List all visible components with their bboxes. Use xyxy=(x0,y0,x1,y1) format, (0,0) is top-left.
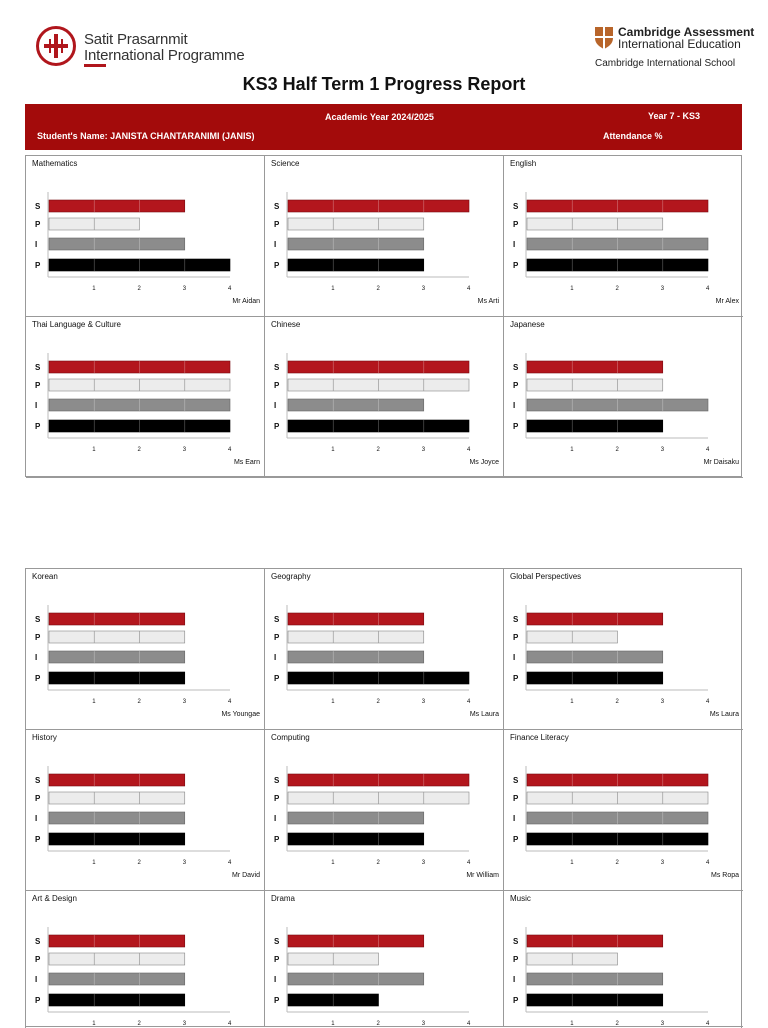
bar-s xyxy=(527,613,663,625)
x-tick-label: 4 xyxy=(467,447,471,453)
x-tick-label: 3 xyxy=(182,1021,187,1027)
category-label: I xyxy=(513,975,516,984)
category-label: P xyxy=(274,633,280,642)
subject-card xyxy=(504,317,743,478)
progress-chart xyxy=(504,891,742,1027)
category-label: I xyxy=(35,240,38,249)
category-label: P xyxy=(274,835,280,844)
bar-p xyxy=(49,672,185,684)
category-label: S xyxy=(35,615,41,624)
subject-title: Art & Design xyxy=(32,894,77,903)
category-label: P xyxy=(35,220,41,229)
subject-title: Chinese xyxy=(271,320,301,329)
x-tick-label: 3 xyxy=(660,286,665,292)
teacher-name: Mr Alex xyxy=(715,298,739,305)
x-tick-label: 3 xyxy=(421,699,426,705)
x-tick-label: 2 xyxy=(615,1021,619,1027)
progress-chart xyxy=(504,569,742,729)
x-tick-label: 1 xyxy=(570,699,574,705)
category-label: P xyxy=(513,261,519,270)
x-tick-label: 2 xyxy=(137,286,141,292)
category-label: I xyxy=(274,401,277,410)
category-label: I xyxy=(274,240,277,249)
bar-i xyxy=(288,651,424,663)
attendance-label: Attendance % xyxy=(603,131,663,141)
subject-title: Computing xyxy=(271,733,310,742)
bar-s xyxy=(288,613,424,625)
x-tick-label: 1 xyxy=(331,699,335,705)
category-label: P xyxy=(513,422,519,431)
category-label: P xyxy=(274,996,280,1005)
x-tick-label: 4 xyxy=(706,447,710,453)
x-tick-label: 1 xyxy=(92,860,96,866)
subject-card xyxy=(265,156,504,317)
bar-p xyxy=(49,953,185,965)
bar-i xyxy=(49,238,185,250)
student-name: Student's Name: JANISTA CHANTARANIMI (JANIS) xyxy=(37,131,255,141)
progress-chart xyxy=(26,730,264,890)
x-tick-label: 3 xyxy=(660,699,665,705)
subject-grid-bottom xyxy=(25,568,742,1028)
progress-chart xyxy=(265,730,503,890)
progress-chart xyxy=(504,317,742,477)
x-tick-label: 2 xyxy=(376,699,380,705)
x-tick-label: 2 xyxy=(615,447,619,453)
progress-chart xyxy=(265,156,503,316)
x-tick-label: 2 xyxy=(615,699,619,705)
bar-i xyxy=(288,238,424,250)
category-label: I xyxy=(513,814,516,823)
bar-i xyxy=(527,651,663,663)
category-label: P xyxy=(513,633,519,642)
category-label: S xyxy=(35,776,41,785)
progress-chart xyxy=(265,317,503,477)
x-tick-label: 2 xyxy=(137,1021,141,1027)
category-label: P xyxy=(513,996,519,1005)
bar-p xyxy=(527,994,663,1006)
category-label: P xyxy=(513,955,519,964)
progress-chart xyxy=(504,156,742,316)
category-label: P xyxy=(35,955,41,964)
x-tick-label: 2 xyxy=(615,860,619,866)
category-label: P xyxy=(274,422,280,431)
x-tick-label: 4 xyxy=(228,699,232,705)
subject-title: Global Perspectives xyxy=(510,572,582,581)
subject-card xyxy=(504,730,743,891)
subject-card xyxy=(26,156,265,317)
category-label: S xyxy=(513,202,519,211)
bar-s xyxy=(49,200,185,212)
cambridge-line1: Cambridge Assessment xyxy=(618,25,755,39)
progress-chart xyxy=(265,891,503,1027)
bar-s xyxy=(49,613,185,625)
school-name xyxy=(84,32,244,64)
bar-p xyxy=(527,218,663,230)
teacher-name: Ms Laura xyxy=(469,711,499,718)
category-label: I xyxy=(274,975,277,984)
teacher-name: Ms Laura xyxy=(709,711,739,718)
teacher-name: Ms Joyce xyxy=(469,459,499,466)
x-tick-label: 1 xyxy=(92,447,96,453)
bar-p xyxy=(288,259,424,271)
school-name-line1: Satit Prasarnmit xyxy=(84,31,188,48)
x-tick-label: 1 xyxy=(570,286,574,292)
x-tick-label: 1 xyxy=(570,1021,574,1027)
bar-p xyxy=(288,833,424,845)
x-tick-label: 1 xyxy=(331,1021,335,1027)
category-label: P xyxy=(274,794,280,803)
x-tick-label: 2 xyxy=(376,286,380,292)
subject-card xyxy=(26,891,265,1027)
x-tick-label: 3 xyxy=(421,1021,426,1027)
x-tick-label: 3 xyxy=(660,1021,665,1027)
x-tick-label: 1 xyxy=(570,447,574,453)
year-group: Year 7 - KS3 xyxy=(648,111,701,121)
subject-title: Finance Literacy xyxy=(510,733,569,742)
x-tick-label: 2 xyxy=(376,447,380,453)
bar-s xyxy=(49,774,185,786)
bar-p xyxy=(49,792,185,804)
x-tick-label: 3 xyxy=(182,447,187,453)
teacher-name: Ms Ropa xyxy=(710,872,739,879)
subject-title: Korean xyxy=(32,572,58,581)
subject-title: Geography xyxy=(271,572,311,581)
subject-card xyxy=(265,317,504,478)
school-name-line2: International Programme xyxy=(84,47,245,64)
x-tick-label: 4 xyxy=(467,860,471,866)
category-label: S xyxy=(274,937,280,946)
bar-p xyxy=(527,379,663,391)
bar-i xyxy=(527,973,663,985)
subject-card xyxy=(26,569,265,730)
category-label: I xyxy=(274,653,277,662)
cambridge-school-label: Cambridge International School xyxy=(595,58,736,69)
progress-chart xyxy=(504,730,742,890)
x-tick-label: 2 xyxy=(137,447,141,453)
category-label: P xyxy=(35,633,41,642)
cambridge-logo xyxy=(594,24,755,72)
category-label: P xyxy=(35,422,41,431)
bar-s xyxy=(288,935,424,947)
category-label: S xyxy=(35,937,41,946)
category-label: P xyxy=(513,835,519,844)
bar-i xyxy=(49,812,185,824)
teacher-name: Mr David xyxy=(231,872,260,879)
category-label: P xyxy=(35,674,41,683)
category-label: P xyxy=(274,381,280,390)
subject-title: Music xyxy=(510,894,531,903)
bar-p xyxy=(49,833,185,845)
x-tick-label: 1 xyxy=(331,286,335,292)
academic-year: Academic Year 2024/2025 xyxy=(325,112,434,122)
category-label: I xyxy=(274,814,277,823)
category-label: I xyxy=(35,653,38,662)
x-tick-label: 4 xyxy=(706,1021,710,1027)
x-tick-label: 1 xyxy=(331,860,335,866)
subject-grid-top xyxy=(25,155,742,477)
x-tick-label: 1 xyxy=(570,860,574,866)
bar-i xyxy=(49,973,185,985)
category-label: P xyxy=(274,220,280,229)
category-label: S xyxy=(35,202,41,211)
x-tick-label: 4 xyxy=(706,860,710,866)
x-tick-label: 2 xyxy=(615,286,619,292)
progress-chart xyxy=(26,569,264,729)
progress-chart xyxy=(26,891,264,1027)
category-label: S xyxy=(274,202,280,211)
x-tick-label: 3 xyxy=(660,860,665,866)
cambridge-line2: International Education xyxy=(618,37,741,51)
teacher-name: Ms Youngae xyxy=(221,711,260,718)
teacher-name: Mr Aidan xyxy=(232,298,260,305)
bar-i xyxy=(288,973,424,985)
cambridge-shield-icon xyxy=(594,26,614,50)
category-label: P xyxy=(513,381,519,390)
x-tick-label: 2 xyxy=(137,699,141,705)
category-label: I xyxy=(35,401,38,410)
category-label: I xyxy=(35,814,38,823)
x-tick-label: 2 xyxy=(376,1021,380,1027)
category-label: S xyxy=(274,363,280,372)
progress-chart xyxy=(26,156,264,316)
category-label: P xyxy=(35,835,41,844)
bar-p xyxy=(288,218,424,230)
bar-i xyxy=(49,651,185,663)
x-tick-label: 2 xyxy=(137,860,141,866)
x-tick-label: 3 xyxy=(421,860,426,866)
teacher-name: Mr William xyxy=(466,872,499,879)
bar-p xyxy=(527,420,663,432)
category-label: S xyxy=(513,615,519,624)
subject-card xyxy=(265,730,504,891)
subject-title: Thai Language & Culture xyxy=(32,320,121,329)
x-tick-label: 4 xyxy=(467,1021,471,1027)
cambridge-name xyxy=(618,26,754,50)
subject-title: Science xyxy=(271,159,300,168)
subject-card xyxy=(265,891,504,1027)
subject-card xyxy=(504,156,743,317)
bar-i xyxy=(288,399,424,411)
category-label: P xyxy=(513,674,519,683)
subject-card xyxy=(504,891,743,1027)
x-tick-label: 3 xyxy=(182,286,187,292)
bar-i xyxy=(288,812,424,824)
x-tick-label: 4 xyxy=(228,1021,232,1027)
category-label: S xyxy=(35,363,41,372)
x-tick-label: 1 xyxy=(92,699,96,705)
x-tick-label: 3 xyxy=(421,286,426,292)
x-tick-label: 4 xyxy=(706,699,710,705)
category-label: I xyxy=(513,401,516,410)
subject-card xyxy=(265,569,504,730)
category-label: I xyxy=(513,240,516,249)
category-label: S xyxy=(513,776,519,785)
logo-underline xyxy=(84,64,106,67)
category-label: P xyxy=(513,794,519,803)
category-label: P xyxy=(513,220,519,229)
bar-s xyxy=(527,935,663,947)
subject-title: History xyxy=(32,733,57,742)
teacher-name: Ms Arti xyxy=(477,298,499,305)
x-tick-label: 4 xyxy=(228,286,232,292)
school-crest-icon xyxy=(36,26,76,66)
student-info-bar xyxy=(25,104,742,150)
subject-title: Japanese xyxy=(510,320,545,329)
subject-card xyxy=(504,569,743,730)
x-tick-label: 2 xyxy=(376,860,380,866)
progress-chart xyxy=(26,317,264,477)
category-label: P xyxy=(35,261,41,270)
x-tick-label: 3 xyxy=(660,447,665,453)
bar-s xyxy=(527,361,663,373)
x-tick-label: 1 xyxy=(92,1021,96,1027)
x-tick-label: 3 xyxy=(421,447,426,453)
category-label: P xyxy=(274,261,280,270)
category-label: P xyxy=(274,955,280,964)
bar-p xyxy=(527,672,663,684)
subject-card xyxy=(26,730,265,891)
bar-s xyxy=(49,935,185,947)
category-label: I xyxy=(513,653,516,662)
report-title: KS3 Half Term 1 Progress Report xyxy=(242,74,526,94)
x-tick-label: 3 xyxy=(182,699,187,705)
category-label: S xyxy=(513,363,519,372)
category-label: S xyxy=(274,615,280,624)
category-label: P xyxy=(35,996,41,1005)
progress-chart xyxy=(265,569,503,729)
x-tick-label: 4 xyxy=(228,447,232,453)
bar-p xyxy=(49,631,185,643)
category-label: P xyxy=(35,381,41,390)
category-label: P xyxy=(274,674,280,683)
school-logo xyxy=(36,24,276,72)
subject-title: Drama xyxy=(271,894,296,903)
x-tick-label: 4 xyxy=(706,286,710,292)
x-tick-label: 4 xyxy=(467,286,471,292)
bar-p xyxy=(49,994,185,1006)
category-label: P xyxy=(35,794,41,803)
category-label: I xyxy=(35,975,38,984)
x-tick-label: 3 xyxy=(182,860,187,866)
x-tick-label: 4 xyxy=(467,699,471,705)
x-tick-label: 4 xyxy=(228,860,232,866)
x-tick-label: 1 xyxy=(331,447,335,453)
subject-title: English xyxy=(510,159,537,168)
subject-card xyxy=(26,317,265,478)
bar-p xyxy=(288,631,424,643)
subject-title: Mathematics xyxy=(32,159,78,168)
category-label: S xyxy=(513,937,519,946)
teacher-name: Ms Earn xyxy=(233,459,260,466)
teacher-name: Mr Daisaku xyxy=(703,459,739,466)
category-label: S xyxy=(274,776,280,785)
x-tick-label: 1 xyxy=(92,286,96,292)
